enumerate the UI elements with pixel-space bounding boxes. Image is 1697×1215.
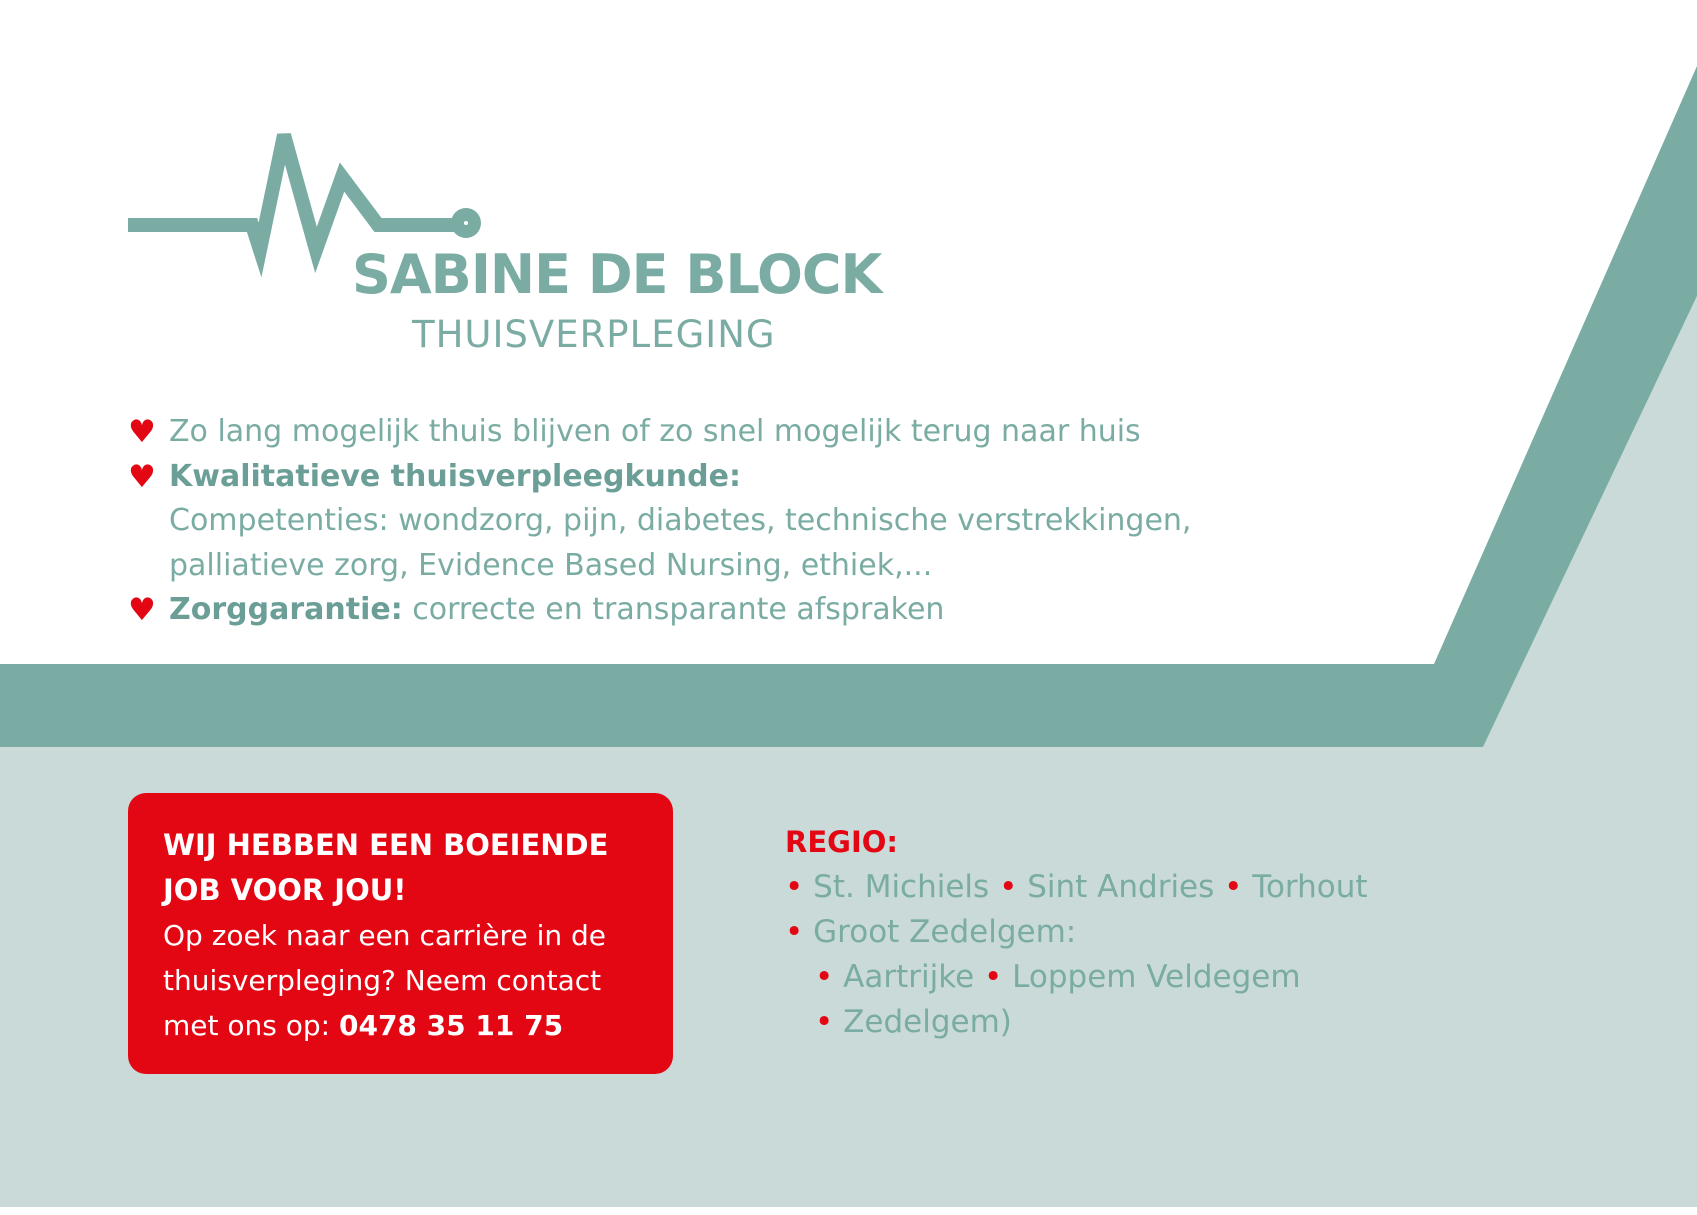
region-row [785,865,1368,910]
region-item: Loppem Veldegem [1012,959,1301,995]
bullet-icon: • [984,959,1003,995]
bullet-icon: • [785,869,804,905]
phone-number[interactable]: 0478 35 11 75 [338,1009,564,1042]
region-item: Aartrijke [843,959,975,995]
heart-icon: ♥ [128,458,156,495]
feature-item [125,410,1305,455]
region-item: Groot Zedelgem: [813,914,1077,950]
feature-title: Kwalitatieve thuisverpleegkunde: [169,458,741,494]
region-row [785,955,1368,1000]
region-item: Sint Andries [1027,869,1215,905]
bullet-icon: • [815,959,834,995]
bullet-icon: • [1224,869,1243,905]
feature-text: correcte en transparante afspraken [402,592,945,627]
job-contact: met ons op: 0478 35 11 75 [163,1009,564,1042]
job-card [128,793,673,1074]
brand-name: SABINE DE BLOCK [352,243,882,306]
feature-item [125,455,1305,589]
region-row [785,1000,1368,1045]
feature-list [125,410,1305,633]
region-item: Zedelgem) [843,1004,1012,1040]
region-row [785,910,1368,955]
job-text: Op zoek naar een carrière in de [163,919,606,952]
feature-item [125,588,1305,633]
bullet-icon: • [999,869,1018,905]
heartbeat-line-icon [128,135,466,250]
bullet-icon: • [785,914,804,950]
heart-icon: ♥ [128,592,156,628]
job-title: JOB VOOR JOU! [163,873,407,907]
region-item: Torhout [1252,869,1368,905]
heart-icon: ♥ [128,414,156,450]
feature-title: Zorggarantie: [169,592,403,627]
job-title: WIJ HEBBEN EEN BOEIENDE [163,828,609,862]
region-list [785,820,1368,1045]
region-title: REGIO: [785,825,898,859]
region-item: St. Michiels [813,869,990,905]
feature-text: palliatieve zorg, Evidence Based Nursing, ethiek,... [169,547,933,583]
bullet-icon: • [815,1004,834,1040]
feature-text: Zo lang mogelijk thuis blijven of zo snel mogelijk terug naar huis [169,414,1141,449]
teal-stripe [0,66,1697,747]
feature-text: Competenties: wondzorg, pijn, diabetes, technische verstrekkingen, [169,503,1192,538]
brand-subtitle: THUISVERPLEGING [412,313,776,356]
job-text: thuisverpleging? Neem contact [163,964,602,997]
